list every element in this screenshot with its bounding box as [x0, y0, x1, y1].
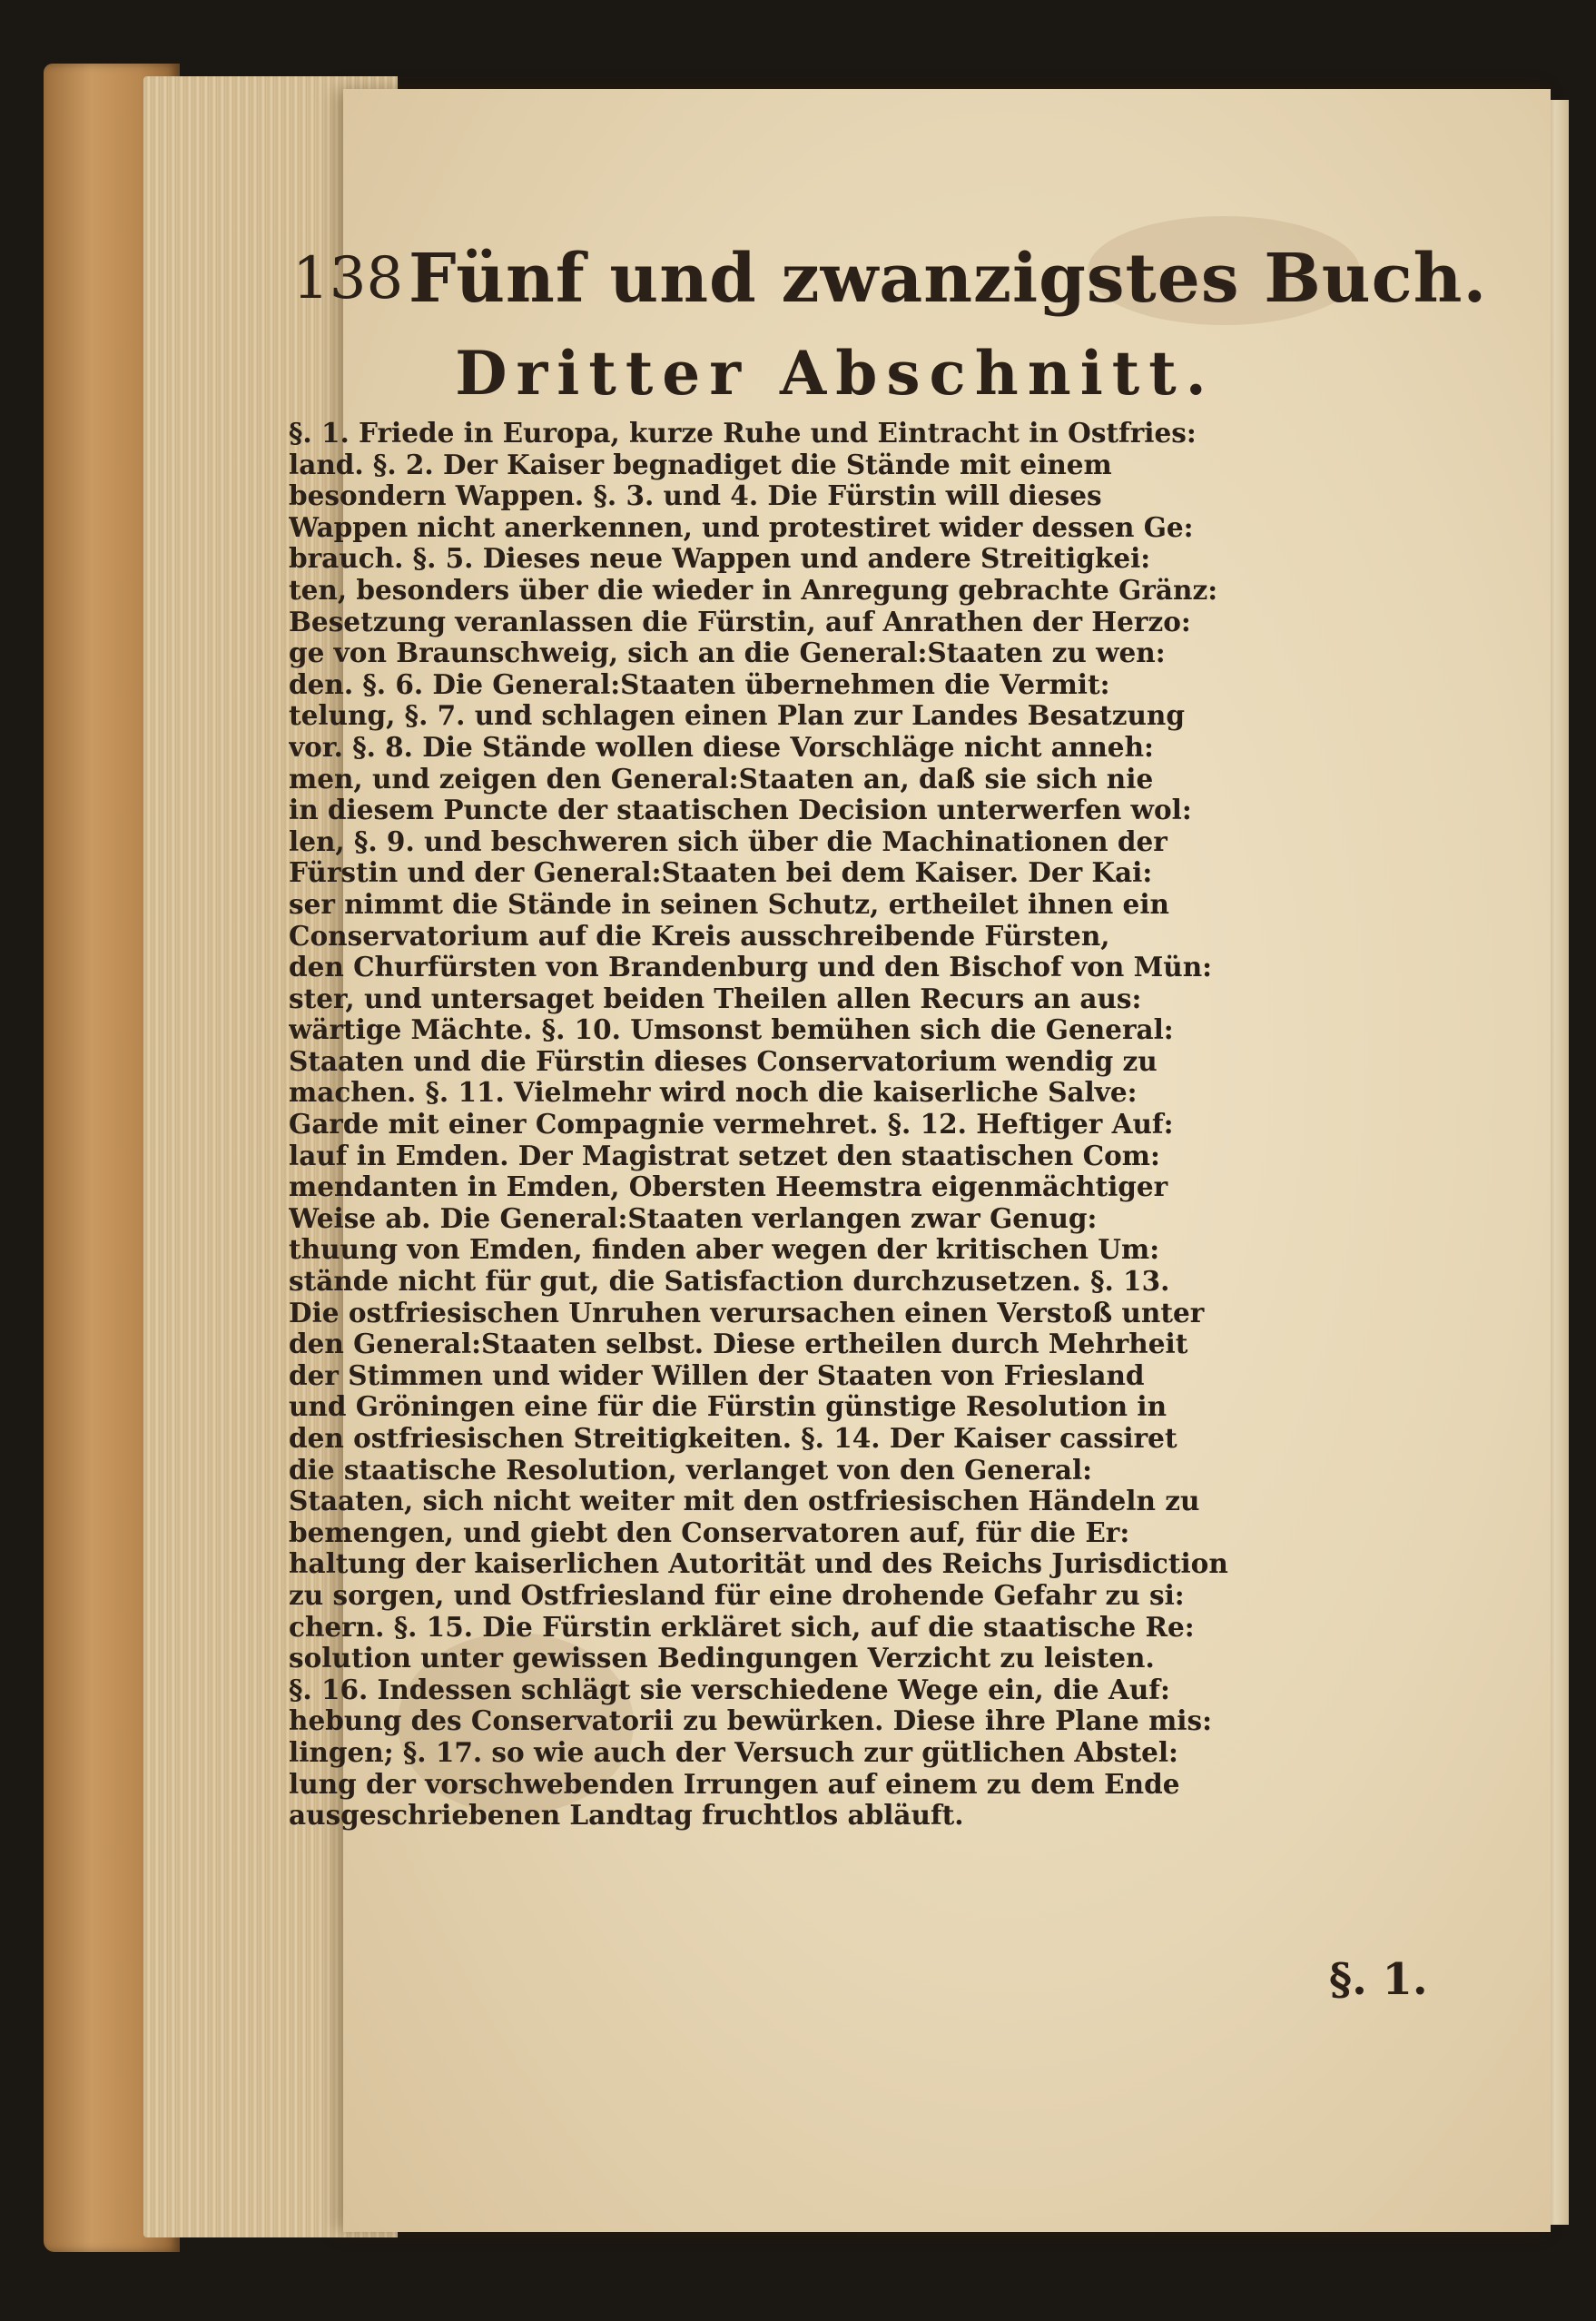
catchword: §. 1. [1329, 1954, 1428, 2005]
summary-line: den General:Staaten selbst. Diese ertheilen durch Mehrheit [289, 1328, 1188, 1360]
summary-line: haltung der kaiserlichen Autorität und des Reichs Jurisdiction [289, 1548, 1228, 1580]
section-title: Dritter Abschnitt. [455, 338, 1216, 409]
summary-line: Weise ab. Die General:Staaten verlangen zwar Genug: [289, 1202, 1098, 1234]
summary-line: Staaten und die Fürstin dieses Conservatorium wendig zu [289, 1045, 1158, 1077]
summary-line: Staaten, sich nicht weiter mit den ostfriesischen Händeln zu [289, 1486, 1200, 1517]
summary-line: men, und zeigen den General:Staaten an, daß sie sich nie [289, 763, 1154, 795]
chapter-summary [289, 418, 1451, 1832]
summary-line: chern. §. 15. Die Fürstin erkläret sich, auf die staatische Re: [289, 1611, 1195, 1643]
summary-line: hebung des Conservatorii zu bewürken. Diese ihre Plane mis: [289, 1705, 1213, 1737]
summary-line: Garde mit einer Compagnie vermehret. §. 12. Heftiger Auf: [289, 1109, 1174, 1141]
page-number: 138 [292, 245, 404, 312]
summary-line: Besetzung veranlassen die Fürstin, auf Anrathen der Herzo: [289, 606, 1191, 637]
summary-line: Fürstin und der General:Staaten bei dem Kaiser. Der Kai: [289, 857, 1153, 889]
summary-line: Conservatorium auf die Kreis ausschreibende Fürsten, [289, 920, 1110, 952]
summary-line: land. §. 2. Der Kaiser begnadiget die Stände mit einem [289, 449, 1112, 480]
summary-line: ten, besonders über die wieder in Anregung gebrachte Gränz: [289, 574, 1218, 606]
summary-line: Wappen nicht anerkennen, und protestiret wider dessen Ge: [289, 511, 1194, 543]
summary-line: lauf in Emden. Der Magistrat setzet den staatischen Com: [289, 1140, 1160, 1171]
summary-line: ster, und untersaget beiden Theilen allen Recurs an aus: [289, 983, 1142, 1014]
summary-line: telung, §. 7. und schlagen einen Plan zur Landes Besatzung [289, 700, 1185, 732]
summary-line: besondern Wappen. §. 3. und 4. Die Fürstin will dieses [289, 480, 1102, 512]
summary-line: den ostfriesischen Streitigkeiten. §. 14. Der Kaiser cassiret [289, 1423, 1177, 1454]
running-title: Fünf und zwanzigstes Buch. [409, 240, 1488, 318]
summary-line: mendanten in Emden, Obersten Heemstra eigenmächtiger [289, 1171, 1168, 1203]
page-header [292, 240, 1488, 327]
summary-line: ausgeschriebenen Landtag fruchtlos abläuft. [289, 1800, 964, 1832]
summary-line: in diesem Puncte der staatischen Decision unterwerfen wol: [289, 795, 1192, 826]
summary-line: der Stimmen und wider Willen der Staaten von Friesland [289, 1359, 1145, 1391]
summary-line: lingen; §. 17. so wie auch der Versuch zur gütlichen Abstel: [289, 1736, 1178, 1768]
summary-line: zu sorgen, und Ostfriesland für eine drohende Gefahr zu si: [289, 1579, 1185, 1611]
summary-line: brauch. §. 5. Dieses neue Wappen und andere Streitigkei: [289, 543, 1151, 575]
summary-line: len, §. 9. und beschweren sich über die Machinationen der [289, 825, 1167, 857]
summary-line: Die ostfriesischen Unruhen verursachen einen Verstoß unter [289, 1297, 1205, 1328]
summary-line: §. 16. Indessen schlägt sie verschiedene Wege ein, die Auf: [289, 1674, 1170, 1705]
summary-line: lung der vorschwebenden Irrungen auf einem zu dem Ende [289, 1768, 1180, 1800]
summary-line: und Gröningen eine für die Fürstin günstige Resolution in [289, 1391, 1167, 1423]
summary-line: die staatische Resolution, verlanget von den General: [289, 1454, 1093, 1486]
summary-line: §. 1. Friede in Europa, kurze Ruhe und Eintracht in Ostfries: [289, 418, 1197, 449]
summary-line: machen. §. 11. Vielmehr wird noch die kaiserliche Salve: [289, 1077, 1138, 1109]
summary-line: stände nicht für gut, die Satisfaction durchzusetzen. §. 13. [289, 1266, 1170, 1298]
summary-line: thuung von Emden, finden aber wegen der kritischen Um: [289, 1234, 1160, 1266]
summary-line: den. §. 6. Die General:Staaten übernehmen die Vermit: [289, 668, 1110, 700]
summary-line: den Churfürsten von Brandenburg und den Bischof von Mün: [289, 952, 1213, 983]
summary-line: solution unter gewissen Bedingungen Verzicht zu leisten. [289, 1643, 1155, 1674]
summary-line: ser nimmt die Stände in seinen Schutz, ertheilet ihnen ein [289, 888, 1169, 920]
summary-line: wärtige Mächte. §. 10. Umsonst bemühen sich die General: [289, 1014, 1174, 1046]
summary-line: bemengen, und giebt den Conservatoren auf, für die Er: [289, 1516, 1130, 1548]
summary-line: ge von Braunschweig, sich an die General:Staaten zu wen: [289, 637, 1166, 669]
summary-line: vor. §. 8. Die Stände wollen diese Vorschläge nicht anneh: [289, 731, 1154, 763]
